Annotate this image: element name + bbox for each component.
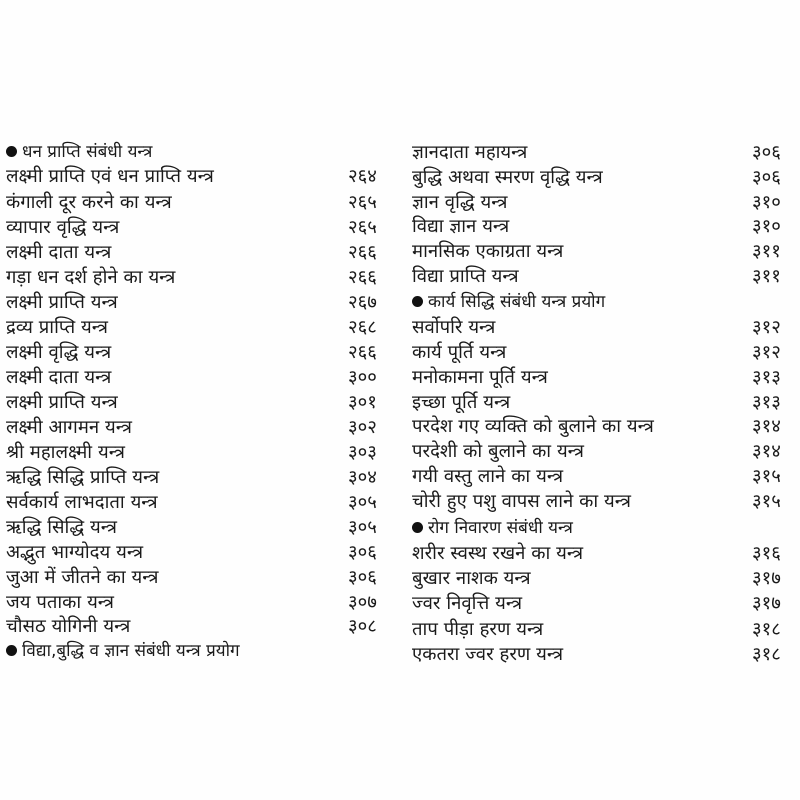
entry-page-number: ३०८ bbox=[348, 616, 377, 637]
list-item bbox=[400, 340, 800, 366]
entry-title: ऋद्धि सिद्धि यन्त्र bbox=[6, 517, 117, 538]
entry-page-number: २६६ bbox=[348, 267, 377, 288]
entry-title: लक्ष्मी दाता यन्त्र bbox=[6, 242, 112, 263]
entry-title: सर्वकार्य लाभदाता यन्त्र bbox=[6, 492, 158, 513]
list-item bbox=[0, 540, 400, 566]
entry-title: लक्ष्मी प्राप्ति यन्त्र bbox=[6, 292, 118, 313]
entry-title: इच्छा पूर्ति यन्त्र bbox=[412, 392, 511, 413]
list-item bbox=[0, 315, 400, 341]
entry-page-number: २६४ bbox=[348, 166, 377, 187]
list-item bbox=[0, 490, 400, 516]
entry-title: मानसिक एकाग्रता यन्त्र bbox=[412, 241, 564, 262]
entry-page-number: ३१८ bbox=[752, 644, 781, 665]
entry-title: मनोकामना पूर्ति यन्त्र bbox=[412, 367, 548, 388]
entry-page-number: २६५ bbox=[348, 217, 377, 238]
entry-page-number: ३१७ bbox=[752, 568, 781, 589]
list-item bbox=[0, 290, 400, 316]
entry-title: द्रव्य प्राप्ति यन्त्र bbox=[6, 317, 108, 338]
list-item bbox=[400, 489, 800, 515]
entry-title: लक्ष्मी वृद्धि यन्त्र bbox=[6, 342, 112, 363]
entry-page-number: ३०७ bbox=[348, 592, 377, 613]
section-heading-title: विद्या,बुद्धि व ज्ञान संबंधी यन्त्र प्रयोग bbox=[6, 638, 240, 664]
entry-title: जुआ में जीतने का यन्त्र bbox=[6, 567, 159, 588]
list-item bbox=[0, 164, 400, 190]
entry-page-number: ३०३ bbox=[348, 442, 377, 463]
entry-title: श्री महालक्ष्मी यन्त्र bbox=[6, 442, 125, 463]
entry-page-number: ३०४ bbox=[348, 467, 377, 488]
entry-page-number: ३१० bbox=[752, 192, 781, 213]
list-item bbox=[0, 190, 400, 216]
entry-title: एकतरा ज्वर हरण यन्त्र bbox=[412, 644, 564, 665]
list-item bbox=[0, 465, 400, 491]
section-heading-title: कार्य सिद्धि संबंधी यन्त्र प्रयोग bbox=[412, 289, 605, 315]
section-heading-disease-cure bbox=[400, 515, 800, 541]
entry-title: कंगाली दूर करने का यन्त्र bbox=[6, 192, 172, 213]
entry-page-number: ३०६ bbox=[752, 142, 781, 163]
list-item bbox=[0, 614, 400, 640]
bullet-icon bbox=[6, 146, 17, 157]
list-item bbox=[0, 240, 400, 266]
list-item bbox=[0, 565, 400, 591]
entry-title: चौसठ योगिनी यन्त्र bbox=[6, 616, 131, 637]
list-item bbox=[400, 541, 800, 567]
entry-page-number: ३१३ bbox=[752, 392, 781, 413]
entry-page-number: ३०१ bbox=[348, 392, 377, 413]
entry-page-number: ३११ bbox=[752, 241, 781, 262]
entry-title: परदेश गए व्यक्ति को बुलाने का यन्त्र bbox=[412, 416, 654, 437]
entry-page-number: ३१७ bbox=[752, 593, 781, 614]
entry-title: लक्ष्मी प्राप्ति यन्त्र bbox=[6, 392, 118, 413]
entry-title: गड़ा धन दर्श होने का यन्त्र bbox=[6, 267, 176, 288]
list-item bbox=[400, 190, 800, 216]
section-heading-title: धन प्राप्ति संबंधी यन्त्र bbox=[6, 139, 152, 165]
entry-title: अद्भुत भाग्योदय यन्त्र bbox=[6, 542, 144, 563]
entry-page-number: ३०५ bbox=[348, 492, 377, 513]
entry-page-number: ३१५ bbox=[752, 466, 781, 487]
entry-title: लक्ष्मी प्राप्ति एवं धन प्राप्ति यन्त्र bbox=[6, 166, 214, 187]
entry-page-number: ३०६ bbox=[348, 542, 377, 563]
entry-title: लक्ष्मी दाता यन्त्र bbox=[6, 367, 112, 388]
section-heading-title: रोग निवारण संबंधी यन्त्र bbox=[412, 515, 573, 541]
list-item bbox=[400, 165, 800, 191]
entry-title: ज्वर निवृत्ति यन्त्र bbox=[412, 593, 523, 614]
entry-title: चोरी हुए पशु वापस लाने का यन्त्र bbox=[412, 491, 631, 512]
list-item bbox=[400, 239, 800, 265]
entry-page-number: ३११ bbox=[752, 266, 781, 287]
entry-title: सर्वोपरि यन्त्र bbox=[412, 317, 496, 338]
list-item bbox=[0, 415, 400, 441]
list-item bbox=[400, 439, 800, 465]
list-item bbox=[0, 515, 400, 541]
entry-page-number: ३१४ bbox=[752, 416, 781, 437]
entry-title: बुखार नाशक यन्त्र bbox=[412, 568, 531, 589]
entry-title: जय पताका यन्त्र bbox=[6, 592, 115, 613]
entry-page-number: ३१८ bbox=[752, 619, 781, 640]
section-heading-wealth bbox=[0, 139, 400, 165]
entry-page-number: ३१२ bbox=[752, 342, 781, 363]
entry-title: ताप पीड़ा हरण यन्त्र bbox=[412, 619, 544, 640]
entry-title: ज्ञानदाता महायन्त्र bbox=[412, 142, 528, 163]
list-item bbox=[400, 642, 800, 668]
entry-page-number: २६७ bbox=[348, 292, 377, 313]
entry-page-number: २६६ bbox=[348, 342, 377, 363]
entry-title: शरीर स्वस्थ रखने का यन्त्र bbox=[412, 543, 584, 564]
list-item bbox=[400, 566, 800, 592]
entry-title: कार्य पूर्ति यन्त्र bbox=[412, 342, 507, 363]
list-item bbox=[400, 464, 800, 490]
entry-page-number: ३१० bbox=[752, 216, 781, 237]
entry-page-number: २६५ bbox=[348, 192, 377, 213]
list-item bbox=[0, 265, 400, 291]
list-item bbox=[400, 591, 800, 617]
bullet-icon bbox=[6, 645, 17, 656]
entry-page-number: ३१३ bbox=[752, 367, 781, 388]
bullet-icon bbox=[412, 296, 423, 307]
section-heading-task-success bbox=[400, 289, 800, 315]
entry-title: विद्या प्राप्ति यन्त्र bbox=[412, 266, 519, 287]
list-item bbox=[0, 365, 400, 391]
entry-title: विद्या ज्ञान यन्त्र bbox=[412, 216, 510, 237]
entry-title: लक्ष्मी आगमन यन्त्र bbox=[6, 417, 132, 438]
entry-title: ऋद्धि सिद्धि प्राप्ति यन्त्र bbox=[6, 467, 160, 488]
entry-title: व्यापार वृद्धि यन्त्र bbox=[6, 217, 120, 238]
section-heading-knowledge bbox=[0, 638, 400, 664]
entry-page-number: ३०५ bbox=[348, 517, 377, 538]
list-item bbox=[0, 390, 400, 416]
entry-title: बुद्धि अथवा स्मरण वृद्धि यन्त्र bbox=[412, 167, 603, 188]
list-item bbox=[0, 590, 400, 616]
entry-page-number: ३१४ bbox=[752, 441, 781, 462]
bullet-icon bbox=[412, 522, 423, 533]
list-item bbox=[400, 264, 800, 290]
list-item bbox=[400, 315, 800, 341]
entry-page-number: ३०६ bbox=[752, 167, 781, 188]
entry-page-number: ३०० bbox=[348, 367, 377, 388]
list-item bbox=[400, 390, 800, 416]
entry-page-number: ३१५ bbox=[752, 491, 781, 512]
list-item bbox=[400, 214, 800, 240]
list-item bbox=[400, 140, 800, 166]
list-item bbox=[0, 440, 400, 466]
entry-page-number: २६६ bbox=[348, 242, 377, 263]
list-item bbox=[400, 617, 800, 643]
entry-page-number: ३१२ bbox=[752, 317, 781, 338]
list-item bbox=[400, 365, 800, 391]
entry-page-number: ३०२ bbox=[348, 417, 377, 438]
entry-page-number: ३०६ bbox=[348, 567, 377, 588]
list-item bbox=[0, 340, 400, 366]
entry-title: गयी वस्तु लाने का यन्त्र bbox=[412, 466, 564, 487]
list-item bbox=[400, 414, 800, 440]
entry-page-number: ३१६ bbox=[752, 543, 781, 564]
entry-title: ज्ञान वृद्धि यन्त्र bbox=[412, 192, 508, 213]
entry-title: परदेशी को बुलाने का यन्त्र bbox=[412, 441, 584, 462]
entry-page-number: २६८ bbox=[348, 317, 377, 338]
list-item bbox=[0, 215, 400, 241]
